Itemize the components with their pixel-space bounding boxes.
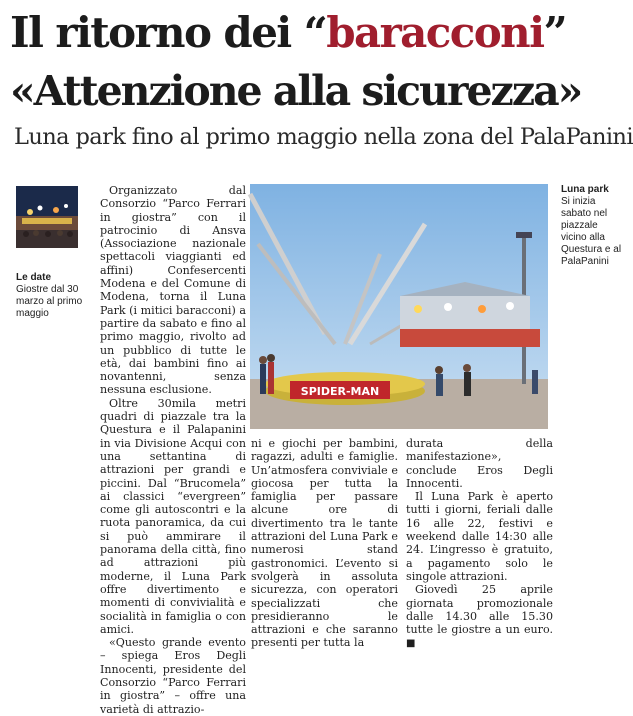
article-column-1 [100, 184, 246, 716]
paragraph [406, 583, 553, 650]
headline-accent-word: baracconi [326, 8, 544, 57]
article-column-3 [406, 437, 553, 651]
headline-prefix: Il ritorno dei “ [10, 8, 327, 57]
paragraph: Organizzato dal Consorzio “Parco Ferrari in giostra” con il patrocinio di Ansva (Associazione nazionale spettacoli viaggianti ed affini) Confesercenti Modena e del Comune di Modena, torna il Luna Park (i mitici baracconi) a partire da sabato e fino al primo maggio, rivolto ad un pubblico di tutte le età, dai bambini fino ai novantenni, senza nessuna esclusione. [100, 184, 246, 397]
headline-line-2: «Attenzione alla sicurezza» [10, 67, 582, 115]
end-mark-icon: ■ [406, 638, 416, 650]
ride-banner: SPIDER-MAN [300, 385, 380, 398]
sidebar-photo [16, 186, 78, 248]
sidebar-right-title: Luna park [561, 184, 609, 195]
paragraph: «Questo grande evento – spiega Eros Degli Innocenti, presidente del Consorzio “Parco Ferrari in giostra” – offre una varietà di attrazio- [100, 636, 246, 716]
headline-suffix: ” [543, 8, 566, 57]
headline-line-1 [10, 10, 625, 56]
sidebar-left-caption [16, 272, 86, 320]
paragraph-text: Giovedì 25 aprile giornata promozionale dalle 14.30 alle 15.30 tutte le giostre a un euro. [406, 583, 553, 637]
paragraph: ni e giochi per bambini, ragazzi, adulti e famiglie. Un’atmosfera conviviale e giocosa per tutta la famiglia per passare alcune ore di divertimento tra le tante attrazioni del Luna Park e numerosi stand gastronomici. L’evento si svolgerà in assoluta sicurezza, con operatori specializzati che presidieranno le attrazioni e che saranno presenti per tutta la [251, 437, 398, 650]
sidebar-right-text: Si inizia sabato nel piazzale vicino alla Questura e al PalaPanini [561, 196, 622, 267]
article-photo [250, 184, 548, 429]
subtitle: Luna park fino al primo maggio nella zona del PalaPanini [14, 124, 633, 150]
article-column-2 [251, 437, 398, 650]
sidebar-right-caption [561, 184, 625, 268]
sidebar-left-title: Le date [16, 272, 52, 283]
paragraph: Oltre 30mila metri quadri di piazzale tra la Questura e il Palapanini in via Divisione Acqui con una settantina di attrazioni per grandi e piccini. Dal “Brucomela” ai classici “evergreen” come gli autoscontri e la ruota panoramica, da cui si può ammirare il panorama della città, fino ad attrazioni più moderne, il Luna Park offre divertimento e momenti di convivialità e socialità in famiglia o con amici. [100, 396, 246, 636]
paragraph: durata della manifestazione», conclude Eros Degli Innocenti. [406, 437, 553, 490]
paragraph: Il Luna Park è aperto tutti i giorni, feriali dalle 16 alle 22, festivi e weekend dalle 14:30 alle 24. L’ingresso è gratuito, a pagamento solo le singole attrazioni. [406, 490, 553, 583]
sidebar-left-text: Giostre dal 30 marzo al primo maggio [16, 284, 83, 319]
